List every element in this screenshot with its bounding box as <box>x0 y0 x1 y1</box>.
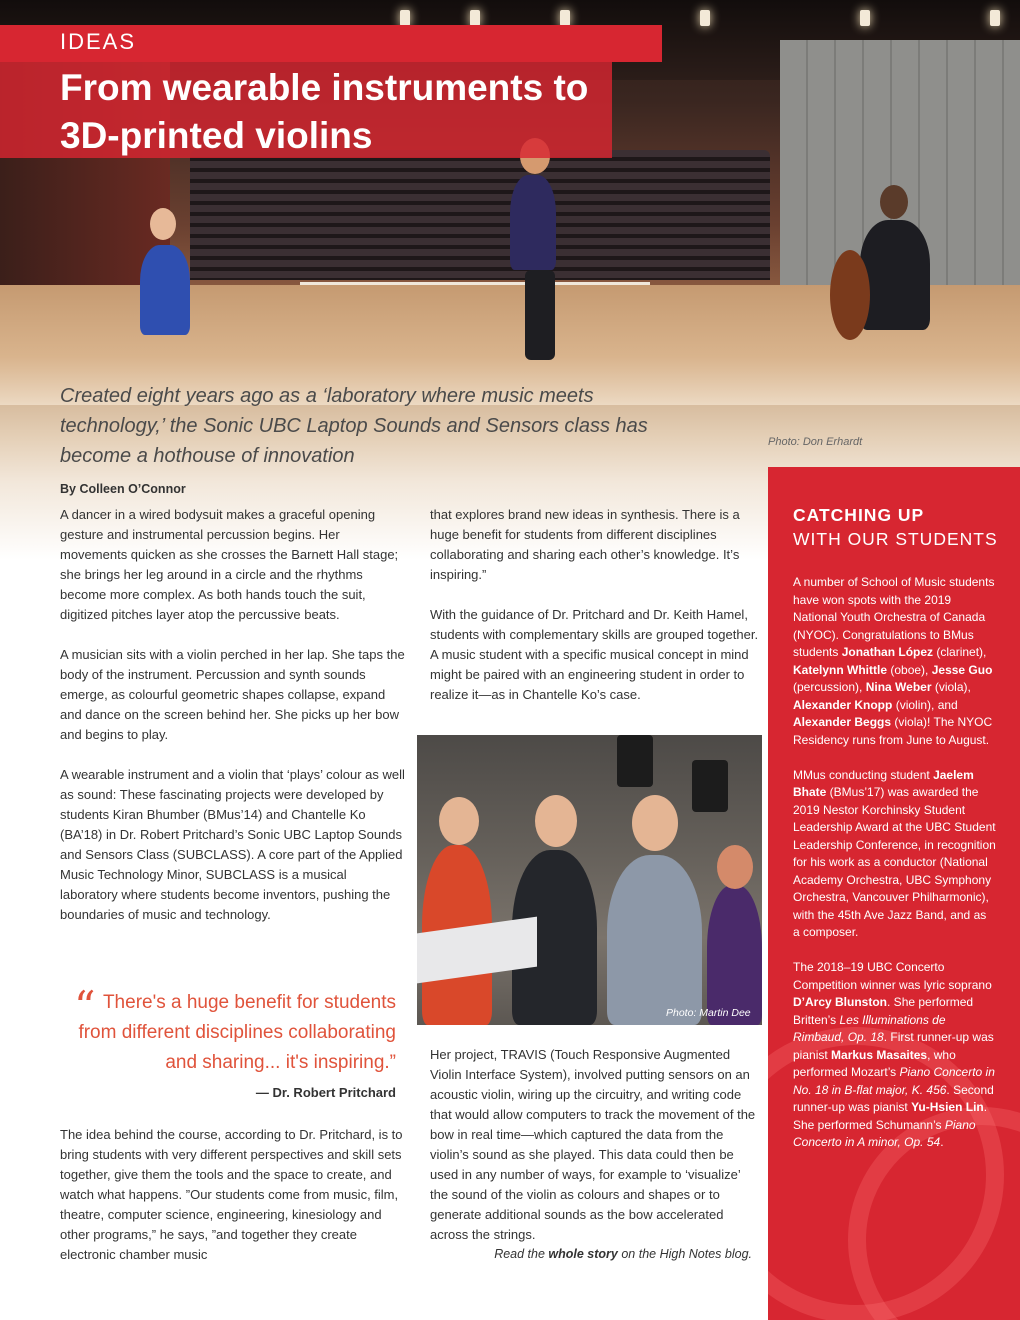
dancer <box>510 175 556 270</box>
sidebar-paragraph-concerto: The 2018–19 UBC Concerto Competition winner was lyric soprano D’Arcy Blunston. She performed Britten’s Les Illuminations de Rimbaud, Op. 18. First runner-up was pianist Markus Masaites, who performed Mozart’s Piano Concerto in No. 18 in B-flat major, K. 456. Second runner-up was pianist Yu-Hsien Lin. She performed Schumann’s Piano Concerto in A minor, Op. 54. <box>793 960 995 1149</box>
read-more-link[interactable] <box>430 1247 752 1261</box>
body-column-1-continued <box>60 1125 407 1285</box>
sidebar-paragraph-award: MMus conducting student Jaelem Bhate (BMus’17) was awarded the 2019 Nestor Korchinsky Student Leadership Award at the UBC Student Leadership Conference, in recognition for his work as a conductor (National Academy Orchestra, UBC Symphony Orchestra, Vancouver Philharmonic), with the 45th Ave Jazz Band, and as a composer. <box>793 767 996 939</box>
student-purple-dress <box>707 885 762 1025</box>
body-column-2-continued <box>430 1045 760 1265</box>
dancer-legs <box>525 270 555 360</box>
studio-speaker <box>617 735 653 787</box>
inset-photo <box>417 735 762 1025</box>
seated-singer <box>140 245 190 335</box>
body-paragraph: A dancer in a wired bodysuit makes a graceful opening gesture and instrumental percussion begins. Her movements quicken as she crosses the Barnett Hall stage; she brings her leg around in a circle and the rhythms become more complex. As both hands touch the suit, digitized pitches layer atop the percussive beats. <box>60 507 399 622</box>
cello <box>830 250 870 340</box>
ceiling-light <box>860 10 870 26</box>
singer-head <box>150 208 176 240</box>
ceiling-light <box>470 10 480 26</box>
section-label: IDEAS <box>60 29 137 54</box>
quote-mark-icon: “ <box>74 982 96 1031</box>
body-column-2 <box>430 505 765 725</box>
body-paragraph: A wearable instrument and a violin that ‘plays’ colour as well as sound: These fascinating projects were developed by students Kiran Bhumber (BMus’14) and Chantelle Ko (BA’18) in Dr. Robert Pritchard’s Sonic UBC Laptop Sounds and Sensors Class (SUBCLASS). A core part of the Applied Music Technology Minor, SUBCLASS is a musical laboratory where students become inventors, pushing the boundaries of music and technology. <box>60 767 405 922</box>
read-more-emphasis[interactable]: whole story <box>548 1247 618 1261</box>
sidebar-title <box>793 503 1008 551</box>
violinist-head <box>535 795 577 847</box>
auditorium-seats <box>190 150 770 280</box>
ceiling-light <box>700 10 710 26</box>
inset-photo-credit: Photo: Martin Dee <box>666 1007 751 1019</box>
body-paragraph: The idea behind the course, according to Dr. Pritchard, is to bring students with very different perspectives and skill sets together, give them the tools and the space to create, and watch what happens. ”Our students come from music, film, theatre, computer science, engineering, kinesiology and other programs,” he says, ”and together they create electronic chamber music <box>60 1127 403 1262</box>
sidebar-title-line-1: CATCHING UP <box>793 505 925 525</box>
cellist-head <box>880 185 908 219</box>
hero-photo-credit: Photo: Don Erhardt <box>768 436 863 448</box>
quote-close-mark: ” <box>389 1052 396 1073</box>
ceiling-light <box>560 10 570 26</box>
student-head <box>439 797 479 845</box>
body-paragraph: A musician sits with a violin perched in her lap. She taps the body of the instrument. Percussion and synth sounds emerge, as colourful geometric shapes collapse, expand and dance on the screen behind her. She picks up her bow and begins to play. <box>60 647 405 742</box>
byline: By Colleen O’Connor <box>60 482 186 496</box>
student-head <box>717 845 753 889</box>
professor-head <box>632 795 678 851</box>
article-subhead: Created eight years ago as a ‘laboratory where music meets technology,’ the Sonic UBC Laptop Sounds and Sensors class has become a hothouse of innovation <box>60 385 648 467</box>
body-paragraph: that explores brand new ideas in synthesis. There is a huge benefit for students from different disciplines collaborating and sharing each other’s knowledge. It’s inspiring.” <box>430 507 740 582</box>
pull-quote <box>60 988 396 1078</box>
read-more-prefix: Read the <box>494 1247 549 1261</box>
ceiling-light <box>400 10 410 26</box>
body-paragraph: With the guidance of Dr. Pritchard and Dr. Keith Hamel, students with complementary skills are grouped together. A music student with a specific musical concept in mind might be paired with an engineering student in order to realize it—as in Chantelle Ko’s case. <box>430 607 759 702</box>
sidebar-body <box>793 574 996 1169</box>
read-more-suffix: on the High Notes blog. <box>617 1247 752 1261</box>
pull-quote-attribution: — Dr. Robert Pritchard <box>255 1085 396 1100</box>
sidebar-title-line-2: WITH OUR STUDENTS <box>793 529 998 549</box>
cellist <box>860 220 930 330</box>
professor <box>607 855 702 1025</box>
ceiling-light <box>990 10 1000 26</box>
article-title: From wearable instruments to 3D-printed violins <box>60 67 589 156</box>
sidebar-paragraph-nyoc: A number of School of Music students have won spots with the 2019 National Youth Orchestra of Canada (NYOC). Congratulations to BMus students Jonathan López (clarinet), Katelynn Whittle (oboe), Jesse Guo (percussion), Nina Weber (viola), Alexander Knopp (violin), and Alexander Beggs (viola)! The NYOC Residency runs from June to August. <box>793 575 995 747</box>
body-paragraph: Her project, TRAVIS (Touch Responsive Augmented Violin Interface System), involved putting sensors on an acoustic violin, wiring up the circuitry, and writing code that would allow computers to track the movement of the bow in real time—which captured the data from the violin’s sound as she played. This data could then be used in any number of ways, for example to ‘visualize’ the sound of the violin as colours and shapes or to generate additional sounds as the bow accelerated across the strings. <box>430 1047 756 1242</box>
body-column-1 <box>60 505 407 945</box>
pull-quote-text: There's a huge benefit for students from different disciplines collaborating and sharing... it's inspiring. <box>78 992 396 1073</box>
studio-speaker <box>692 760 728 812</box>
